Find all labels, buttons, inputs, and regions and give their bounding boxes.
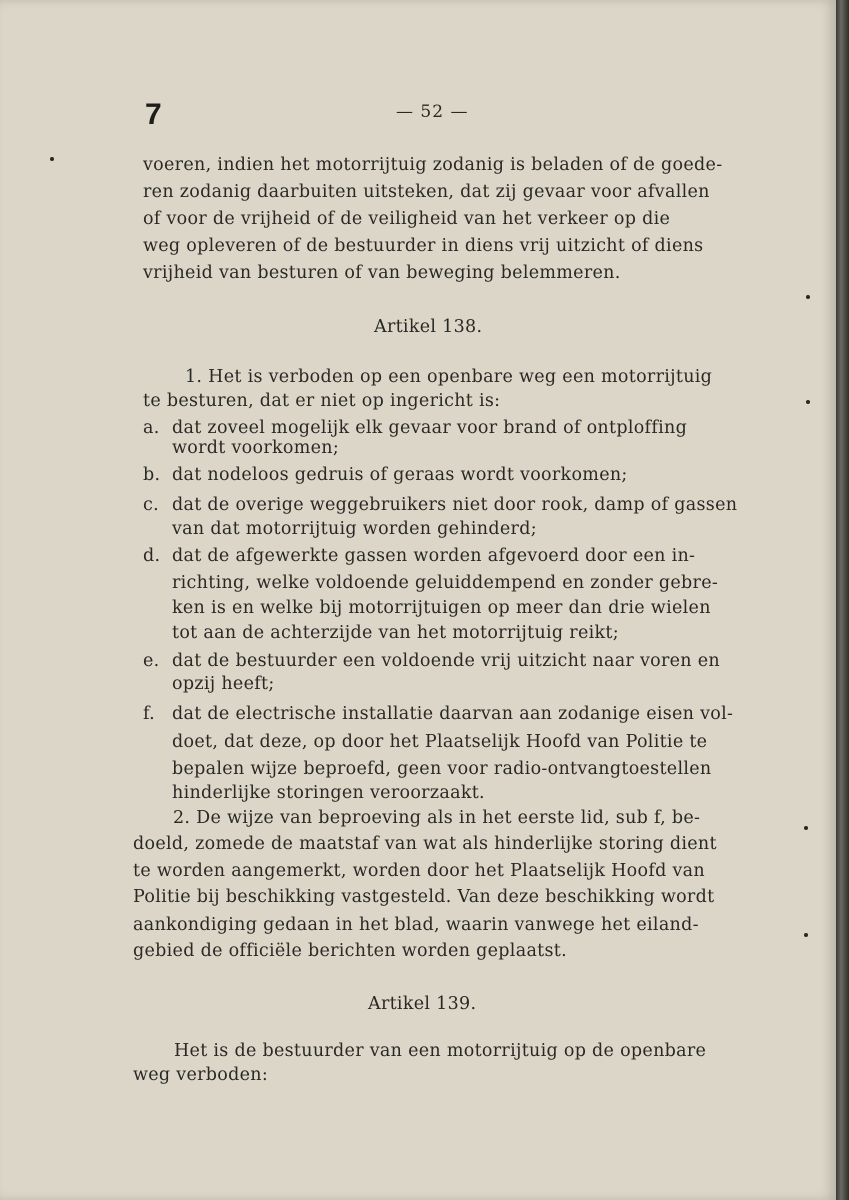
text-line: te worden aangemerkt, worden door het Plaatselijk Hoofd van [133,861,705,881]
list-marker: e. [143,651,160,671]
text-line: dat de afgewerkte gassen worden afgevoerd door een in- [172,546,696,566]
speck [806,295,810,299]
text-line: dat de overige weggebruikers niet door rook, damp of gassen [172,495,738,515]
text-line: van dat motorrijtuig worden gehinderd; [172,519,537,539]
text-line: wordt voorkomen; [172,438,340,458]
text-line: weg verboden: [133,1065,269,1085]
article-heading: Artikel 138. [374,317,483,337]
list-marker: b. [143,465,161,485]
list-marker: f. [143,704,156,724]
speck [806,400,810,404]
text-line: dat de bestuurder een voldoende vrij uitzicht naar voren en [172,651,720,671]
text-line: ren zodanig daarbuiten uitsteken, dat zij gevaar voor afvallen [143,182,710,202]
page-edge [836,0,849,1200]
page-number: — 52 — [396,102,469,122]
text-line: richting, welke voldoende geluiddempend en zonder gebre- [172,573,719,593]
text-line: weg opleveren of de bestuurder in diens vrij uitzicht of diens [143,236,704,256]
text-line: voeren, indien het motorrijtuig zodanig is beladen of de goede- [143,155,723,175]
text-line: tot aan de achterzijde van het motorrijtuig reikt; [172,623,619,643]
list-marker: d. [143,546,161,566]
text-line: ken is en welke bij motorrijtuigen op meer dan drie wielen [172,598,711,618]
page-marker: 7 [145,98,162,131]
text-line: aankondiging gedaan in het blad, waarin vanwege het eiland- [133,915,699,935]
text-line: dat zoveel mogelijk elk gevaar voor brand of ontploffing [172,418,688,438]
list-marker: c. [143,495,159,515]
text-line: gebied de officiële berichten worden geplaatst. [133,941,567,961]
speck [804,933,808,937]
text-line: hinderlijke storingen veroorzaakt. [172,783,485,803]
text-line: 1. Het is verboden op een openbare weg een motorrijtuig [185,367,713,387]
text-line: doeld, zomede de maatstaf van wat als hinderlijke storing dient [133,834,717,854]
text-line: opzij heeft; [172,674,275,694]
text-line: vrijheid van besturen of van beweging belemmeren. [143,263,621,283]
text-line: Politie bij beschikking vastgesteld. Van deze beschikking wordt [133,887,715,907]
article-heading: Artikel 139. [368,994,477,1014]
list-marker: a. [143,418,160,438]
text-line: dat nodeloos gedruis of geraas wordt voorkomen; [172,465,628,485]
text-line: 2. De wijze van beproeving als in het eerste lid, sub f, be- [173,808,701,828]
text-line: Het is de bestuurder van een motorrijtuig op de openbare [174,1041,707,1061]
text-line: of voor de vrijheid of de veiligheid van het verkeer op die [143,209,671,229]
text-line: bepalen wijze beproefd, geen voor radio-ontvangtoestellen [172,759,712,779]
text-line: doet, dat deze, op door het Plaatselijk Hoofd van Politie te [172,732,708,752]
speck [804,826,808,830]
text-line: te besturen, dat er niet op ingericht is: [143,391,501,411]
text-line: dat de electrische installatie daarvan aan zodanige eisen vol- [172,704,734,724]
speck [50,157,54,161]
